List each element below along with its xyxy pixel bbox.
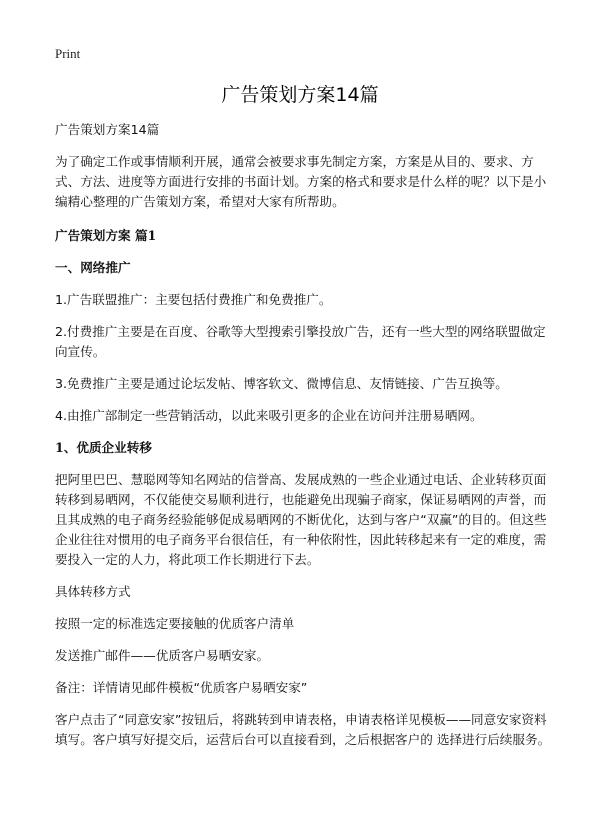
heading-enterprise-transfer: 1、优质企业转移 bbox=[55, 440, 152, 455]
list-item: 2.付费推广主要是在百度、谷歌等大型搜索引擎投放广告，还有一些大型的网络联盟做定向宣传。 bbox=[55, 324, 546, 359]
method-step: 发送推广邮件——优质客户易晒安家。 bbox=[55, 648, 270, 663]
document-subtitle: 广告策划方案14篇 bbox=[55, 122, 160, 137]
method-title: 具体转移方式 bbox=[55, 584, 131, 599]
note-paragraph: 备注：详情请见邮件模板“优质客户易晒安家” bbox=[55, 680, 308, 695]
list-item: 3.免费推广主要是通过论坛发帖、博客软文、微博信息、友情链接、广告互换等。 bbox=[55, 376, 508, 391]
list-item: 1.广告联盟推广：主要包括付费推广和免费推广。 bbox=[55, 292, 332, 307]
section-title: 广告策划方案 篇1 bbox=[55, 228, 157, 243]
document-title: 广告策划方案14篇 bbox=[221, 84, 379, 106]
print-link[interactable]: Print bbox=[55, 46, 81, 61]
final-paragraph: 客户点击了“同意安家”按钮后，将跳转到申请表格，申请表格详见模板——同意安家资料填写。客户填写好提交后，运营后台可以直接看到，之后根据客户的 选择进行后续服务。 bbox=[55, 712, 551, 747]
heading-network-promotion: 一、网络推广 bbox=[55, 260, 131, 275]
intro-paragraph: 为了确定工作或事情顺利开展，通常会被要求事先制定方案，方案是从目的、要求、方式、方法、进度等方面进行安排的书面计划。方案的格式和要求是什么样的呢？以下是小编精心整理的广告策划方案，希望对大家有所帮助。 bbox=[55, 154, 547, 209]
transfer-paragraph: 把阿里巴巴、慧聪网等知名网站的信誉高、发展成熟的一些企业通过电话、企业转移页面转移到易晒网，不仅能使交易顺利进行，也能避免出现骗子商家，保证易晒网的声誉，而且其成熟的电子商务经验能够促成易晒网的不断优化，达到与客户“双赢”的目的。但这些企业往往对惯用的电子商务平台很信任，有一种依附性，因此转移起来有一定的难度，需要投入一定的人力，将此项工作长期进行下去。 bbox=[55, 472, 547, 567]
method-step: 按照一定的标准选定要接触的优质客户清单 bbox=[55, 616, 295, 631]
list-item: 4.由推广部制定一些营销活动，以此来吸引更多的企业在访问并注册易晒网。 bbox=[55, 408, 483, 423]
document-body bbox=[55, 120, 555, 762]
